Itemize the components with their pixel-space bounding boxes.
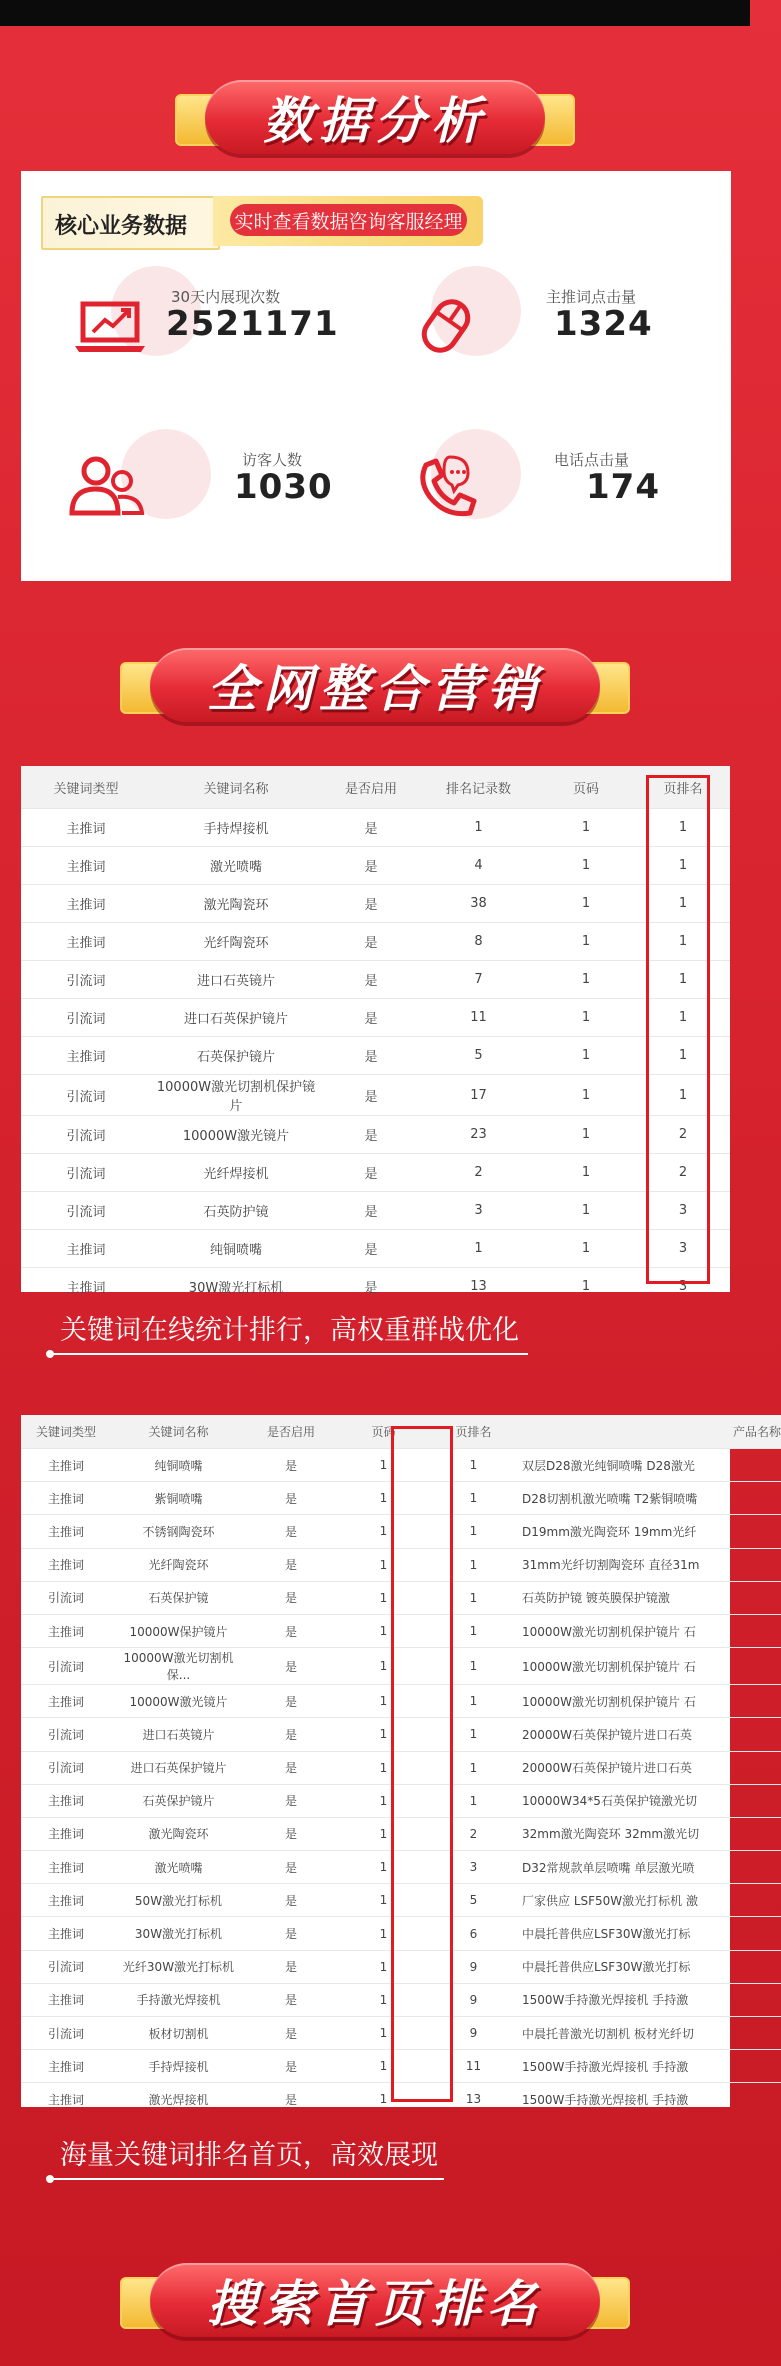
table-cell: 主推词 [21, 1268, 151, 1306]
table-cell: 7 [421, 961, 536, 999]
table-cell: 是 [246, 1685, 336, 1718]
table-cell: 1 [421, 809, 536, 847]
stat-visitors [21, 429, 341, 549]
table-cell: D19mm激光陶瓷环 19mm光纤 [516, 1515, 781, 1548]
core-data-title-box [41, 196, 220, 250]
table-cell: 主推词 [21, 1851, 111, 1884]
col-header: 页排名 [431, 1415, 516, 1449]
table-row [21, 847, 730, 885]
table-cell: 1 [336, 1751, 431, 1784]
stat-label: 访客人数 [242, 451, 303, 469]
table-row [21, 1784, 781, 1817]
table-cell: 1 [431, 1614, 516, 1647]
table-cell: 进口石英保护镜片 [151, 999, 321, 1037]
table-cell: 引流词 [21, 961, 151, 999]
table-cell: 9 [431, 1950, 516, 1983]
table-cell: 引流词 [21, 1581, 111, 1614]
table-cell: 6 [431, 1917, 516, 1950]
table-cell: 1 [636, 847, 730, 885]
table-cell: 8 [421, 923, 536, 961]
table-cell: 主推词 [21, 1449, 111, 1482]
table-row [21, 1449, 781, 1482]
table-cell: 1 [636, 1075, 730, 1116]
table-row [21, 2083, 781, 2116]
table-cell: 是 [321, 847, 421, 885]
table-cell: 1 [536, 809, 636, 847]
banner-marketing [110, 640, 640, 730]
table-cell: 主推词 [21, 1784, 111, 1817]
stat-value: 2521171 [166, 304, 339, 344]
table-cell: 是 [246, 2083, 336, 2116]
table-cell: 是 [321, 1037, 421, 1075]
table-cell: 手持焊接机 [111, 2050, 246, 2083]
table-cell: 是 [321, 1116, 421, 1154]
banner-pill [150, 2263, 600, 2337]
table-cell: 主推词 [21, 1983, 111, 2016]
stat-value: 174 [586, 467, 660, 507]
col-header: 关键词类型 [21, 766, 151, 809]
table-cell: 1 [336, 1950, 431, 1983]
table-cell: 是 [321, 999, 421, 1037]
table-cell: 厂家供应 LSF50W激光打标机 激 [516, 1884, 781, 1917]
table-cell: 10000W激光切割机保护镜片 石 [516, 1648, 781, 1685]
table-cell: 1 [336, 2083, 431, 2116]
users-icon [66, 447, 146, 527]
table-cell: 1 [636, 809, 730, 847]
table-row [21, 1751, 781, 1784]
table-cell: 主推词 [21, 1685, 111, 1718]
table-row [21, 1581, 781, 1614]
table-cell: 主推词 [21, 1548, 111, 1581]
table-cell: 1 [421, 1230, 536, 1268]
table-cell: 5 [421, 1037, 536, 1075]
table-row [21, 999, 730, 1037]
table-cell: 17 [421, 1075, 536, 1116]
table-row [21, 1154, 730, 1192]
table-cell: 9 [431, 1983, 516, 2016]
table-cell: 50W激光打标机 [111, 1884, 246, 1917]
table-cell: 10000W激光镜片 [111, 1685, 246, 1718]
table-cell: 1 [536, 999, 636, 1037]
table-cell: 4 [421, 847, 536, 885]
table-cell: 是 [246, 1983, 336, 2016]
table-row [21, 923, 730, 961]
table-cell: 主推词 [21, 885, 151, 923]
table-header-row [21, 766, 730, 809]
keyword-rank-table [21, 766, 730, 1305]
table-row [21, 1192, 730, 1230]
table-row [21, 1648, 781, 1685]
table-cell: 2 [431, 1817, 516, 1850]
table-cell: 是 [246, 1884, 336, 1917]
table-cell: 3 [431, 1851, 516, 1884]
table-cell: 激光陶瓷环 [111, 1817, 246, 1850]
table-row [21, 1884, 781, 1917]
stat-label: 30天内展现次数 [171, 288, 281, 306]
table-cell: 激光陶瓷环 [151, 885, 321, 923]
table-cell: 板材切割机 [111, 2017, 246, 2050]
table-cell: 10000W激光镜片 [151, 1116, 321, 1154]
table-row [21, 1268, 730, 1306]
table-cell: 1 [336, 1581, 431, 1614]
table-cell: 1 [636, 1037, 730, 1075]
table-row [21, 1037, 730, 1075]
table-cell: 1 [336, 2017, 431, 2050]
table-row [21, 1116, 730, 1154]
table-cell: 是 [246, 1784, 336, 1817]
table-cell: 1 [431, 1581, 516, 1614]
table-row [21, 1718, 781, 1751]
table-cell: 1 [431, 1482, 516, 1515]
table-cell: 是 [246, 1581, 336, 1614]
table-cell: 1 [431, 1784, 516, 1817]
table-cell: 光纤陶瓷环 [111, 1548, 246, 1581]
table-cell: 20000W石英保护镜片进口石英 [516, 1718, 781, 1751]
col-header: 页排名 [636, 766, 730, 809]
table-cell: 5 [431, 1884, 516, 1917]
table-cell: 引流词 [21, 1154, 151, 1192]
table-cell: 1500W手持激光焊接机 手持激 [516, 1983, 781, 2016]
table-cell: 1 [336, 1718, 431, 1751]
table-cell: 1 [636, 961, 730, 999]
table-cell: 引流词 [21, 2017, 111, 2050]
stat-impressions [21, 266, 341, 386]
table-cell: 1 [536, 961, 636, 999]
table-cell: 1 [336, 1851, 431, 1884]
caption-homepage-rank: 海量关键词排名首页，高效展现 [60, 2140, 438, 2171]
table-cell: 激光喷嘴 [151, 847, 321, 885]
table-cell: 石英防护镜 [151, 1192, 321, 1230]
table-cell: 光纤陶瓷环 [151, 923, 321, 961]
table-row [21, 1075, 730, 1116]
table-cell: 2 [636, 1116, 730, 1154]
table-cell: 1 [431, 1515, 516, 1548]
top-bar [0, 0, 750, 26]
banner-search-rank [110, 2255, 640, 2345]
table-cell: 石英保护镜 [111, 1581, 246, 1614]
stat-phone-clicks [376, 429, 696, 549]
table-cell: 1 [336, 1784, 431, 1817]
table-cell: 双层D28激光纯铜喷嘴 D28激光 [516, 1449, 781, 1482]
table-cell: 引流词 [21, 1751, 111, 1784]
table-cell: 石英防护镜 镀英膜保护镜激 [516, 1581, 781, 1614]
banner-title: 全网整合营销 [207, 660, 543, 718]
table-cell: 1 [431, 1718, 516, 1751]
table-row [21, 1482, 781, 1515]
table-cell: 1 [536, 1230, 636, 1268]
table-cell: 31mm光纤切割陶瓷环 直径31m [516, 1548, 781, 1581]
col-header: 关键词名称 [111, 1415, 246, 1449]
table-cell: 1 [536, 1075, 636, 1116]
keyword-product-table [21, 1415, 781, 2116]
table-cell: 1 [536, 1154, 636, 1192]
table-cell: 是 [321, 961, 421, 999]
caption-underline [50, 2178, 444, 2180]
banner-title: 搜索首页排名 [207, 2275, 543, 2333]
table-cell: 1 [336, 1548, 431, 1581]
table-cell: 紫铜喷嘴 [111, 1482, 246, 1515]
table-cell: 9 [431, 2017, 516, 2050]
table-header-row [21, 1415, 781, 1449]
table-row [21, 2017, 781, 2050]
col-header: 是否启用 [321, 766, 421, 809]
table-cell: 是 [246, 1614, 336, 1647]
table-cell: 主推词 [21, 1917, 111, 1950]
table-cell: 石英保护镜片 [151, 1037, 321, 1075]
table-cell: 进口石英镜片 [151, 961, 321, 999]
table-cell: 10000W34*5石英保护镜激光切 [516, 1784, 781, 1817]
table-cell: 1 [431, 1648, 516, 1685]
stat-label: 电话点击量 [554, 451, 630, 469]
table-cell: 10000W激光切割机保... [111, 1648, 246, 1685]
mouse-icon [406, 284, 486, 364]
table-cell: 1 [636, 885, 730, 923]
table-cell: 30W激光打标机 [151, 1268, 321, 1306]
col-header: 关键词类型 [21, 1415, 111, 1449]
core-data-panel [21, 171, 731, 581]
table-cell: 是 [246, 1648, 336, 1685]
table-cell: 是 [321, 1075, 421, 1116]
table-cell: 是 [321, 809, 421, 847]
phone-icon [406, 447, 486, 527]
table-cell: 中晨托普供应LSF30W激光打标 [516, 1917, 781, 1950]
table-cell: 10000W保护镜片 [111, 1614, 246, 1647]
banner-pill [205, 80, 545, 154]
table-cell: 1 [636, 923, 730, 961]
table-cell: 11 [431, 2050, 516, 2083]
table-cell: 3 [636, 1230, 730, 1268]
table-cell: D32常规款单层喷嘴 单层激光喷 [516, 1851, 781, 1884]
table-cell: 1 [431, 1449, 516, 1482]
table-row [21, 809, 730, 847]
table-cell: 1 [336, 1482, 431, 1515]
table-cell: 是 [321, 923, 421, 961]
table-cell: 是 [321, 1268, 421, 1306]
table-cell: 2 [421, 1154, 536, 1192]
stat-value: 1324 [554, 304, 653, 344]
table-cell: 石英保护镜片 [111, 1784, 246, 1817]
table-cell: 1 [336, 1983, 431, 2016]
table-cell: 引流词 [21, 1950, 111, 1983]
table-cell: 进口石英保护镜片 [111, 1751, 246, 1784]
table-cell: 引流词 [21, 999, 151, 1037]
col-header: 是否启用 [246, 1415, 336, 1449]
table-cell: 主推词 [21, 1482, 111, 1515]
table-cell: 13 [431, 2083, 516, 2116]
table-cell: 中晨托普激光切割机 板材光纤切 [516, 2017, 781, 2050]
table-cell: 1 [431, 1548, 516, 1581]
table-cell: 中晨托普供应LSF30W激光打标 [516, 1950, 781, 1983]
table-cell: 1 [336, 1449, 431, 1482]
keyword-product-table-card [21, 1415, 781, 2107]
table-row [21, 1515, 781, 1548]
table-cell: 引流词 [21, 1648, 111, 1685]
table-cell: 是 [246, 1449, 336, 1482]
caption-underline [50, 1353, 528, 1355]
table-cell: 引流词 [21, 1075, 151, 1116]
banner-data-analysis [165, 72, 585, 162]
stat-keyword-clicks [376, 266, 696, 386]
table-cell: 1 [536, 885, 636, 923]
table-cell: 1 [536, 1037, 636, 1075]
col-header: 产品名称 [516, 1415, 781, 1449]
table-row [21, 1548, 781, 1581]
table-cell: 10000W激光切割机保护镜片 石 [516, 1685, 781, 1718]
table-row [21, 1851, 781, 1884]
table-cell: 主推词 [21, 1037, 151, 1075]
table-cell: D28切割机激光喷嘴 T2紫铜喷嘴 [516, 1482, 781, 1515]
caption-keyword-stats: 关键词在线统计排行，高权重群战优化 [60, 1315, 519, 1346]
table-cell: 38 [421, 885, 536, 923]
table-cell: 1 [336, 1515, 431, 1548]
table-row [21, 1817, 781, 1850]
table-cell: 1 [536, 1192, 636, 1230]
table-cell: 32mm激光陶瓷环 32mm激光切 [516, 1817, 781, 1850]
table-cell: 1500W手持激光焊接机 手持激 [516, 2083, 781, 2116]
table-cell: 进口石英镜片 [111, 1718, 246, 1751]
col-header: 页码 [536, 766, 636, 809]
laptop-chart-icon [71, 284, 151, 364]
table-cell: 是 [246, 2050, 336, 2083]
table-cell: 引流词 [21, 1116, 151, 1154]
table-cell: 手持焊接机 [151, 809, 321, 847]
table-cell: 11 [421, 999, 536, 1037]
table-cell: 1 [336, 2050, 431, 2083]
table-cell: 1 [336, 1614, 431, 1647]
table-cell: 主推词 [21, 1817, 111, 1850]
contact-manager-banner [213, 196, 483, 246]
table-cell: 是 [321, 1154, 421, 1192]
table-cell: 是 [321, 1192, 421, 1230]
table-cell: 主推词 [21, 847, 151, 885]
table-cell: 1 [336, 1685, 431, 1718]
table-cell: 主推词 [21, 1884, 111, 1917]
table-cell: 引流词 [21, 1192, 151, 1230]
stat-value: 1030 [234, 467, 333, 507]
table-cell: 是 [321, 885, 421, 923]
table-cell: 3 [636, 1192, 730, 1230]
contact-manager-button[interactable]: 实时查看数据咨询客服经理 [230, 204, 467, 236]
table-row [21, 1983, 781, 2016]
table-cell: 激光喷嘴 [111, 1851, 246, 1884]
table-cell: 手持激光焊接机 [111, 1983, 246, 2016]
table-cell: 是 [246, 1851, 336, 1884]
table-cell: 是 [246, 2017, 336, 2050]
table-cell: 主推词 [21, 809, 151, 847]
table-cell: 1 [536, 923, 636, 961]
table-cell: 主推词 [21, 1614, 111, 1647]
table-cell: 是 [246, 1482, 336, 1515]
table-cell: 是 [246, 1817, 336, 1850]
table-cell: 23 [421, 1116, 536, 1154]
table-cell: 1 [536, 1268, 636, 1306]
table-cell: 20000W石英保护镜片进口石英 [516, 1751, 781, 1784]
table-cell: 不锈钢陶瓷环 [111, 1515, 246, 1548]
table-cell: 1 [431, 1685, 516, 1718]
table-cell: 13 [421, 1268, 536, 1306]
table-row [21, 1685, 781, 1718]
table-row [21, 1614, 781, 1647]
table-row [21, 885, 730, 923]
table-cell: 10000W激光切割机保护镜片 石 [516, 1614, 781, 1647]
table-row [21, 1950, 781, 1983]
table-cell: 是 [246, 1548, 336, 1581]
table-cell: 3 [421, 1192, 536, 1230]
banner-title: 数据分析 [263, 92, 487, 150]
table-cell: 是 [246, 1515, 336, 1548]
table-cell: 1 [636, 999, 730, 1037]
table-cell: 纯铜喷嘴 [151, 1230, 321, 1268]
table-cell: 是 [246, 1950, 336, 1983]
table-cell: 2 [636, 1154, 730, 1192]
keyword-rank-table-card [21, 766, 730, 1296]
col-header: 页码 [336, 1415, 431, 1449]
table-cell: 光纤30W激光打标机 [111, 1950, 246, 1983]
table-cell: 是 [246, 1917, 336, 1950]
table-cell: 纯铜喷嘴 [111, 1449, 246, 1482]
table-cell: 1 [431, 1751, 516, 1784]
table-cell: 1 [536, 1116, 636, 1154]
banner-pill [150, 648, 600, 722]
table-row [21, 1230, 730, 1268]
table-cell: 主推词 [21, 2083, 111, 2116]
table-cell: 是 [246, 1751, 336, 1784]
table-cell: 主推词 [21, 923, 151, 961]
table-cell: 30W激光打标机 [111, 1917, 246, 1950]
core-data-title: 核心业务数据 [55, 214, 188, 239]
table-cell: 1 [536, 847, 636, 885]
table-cell: 10000W激光切割机保护镜片 [151, 1075, 321, 1116]
table-cell: 光纤焊接机 [151, 1154, 321, 1192]
table-cell: 主推词 [21, 1230, 151, 1268]
table-cell: 是 [321, 1230, 421, 1268]
stat-label: 主推词点击量 [546, 288, 637, 306]
table-cell: 主推词 [21, 1515, 111, 1548]
col-header: 排名记录数 [421, 766, 536, 809]
table-cell: 3 [636, 1268, 730, 1306]
table-cell: 1 [336, 1884, 431, 1917]
table-cell: 引流词 [21, 1718, 111, 1751]
table-cell: 激光焊接机 [111, 2083, 246, 2116]
table-cell: 主推词 [21, 2050, 111, 2083]
table-row [21, 961, 730, 999]
col-header: 关键词名称 [151, 766, 321, 809]
table-cell: 1500W手持激光焊接机 手持激 [516, 2050, 781, 2083]
table-row [21, 1917, 781, 1950]
table-row [21, 2050, 781, 2083]
table-cell: 1 [336, 1917, 431, 1950]
table-cell: 1 [336, 1817, 431, 1850]
table-cell: 是 [246, 1718, 336, 1751]
table-cell: 1 [336, 1648, 431, 1685]
